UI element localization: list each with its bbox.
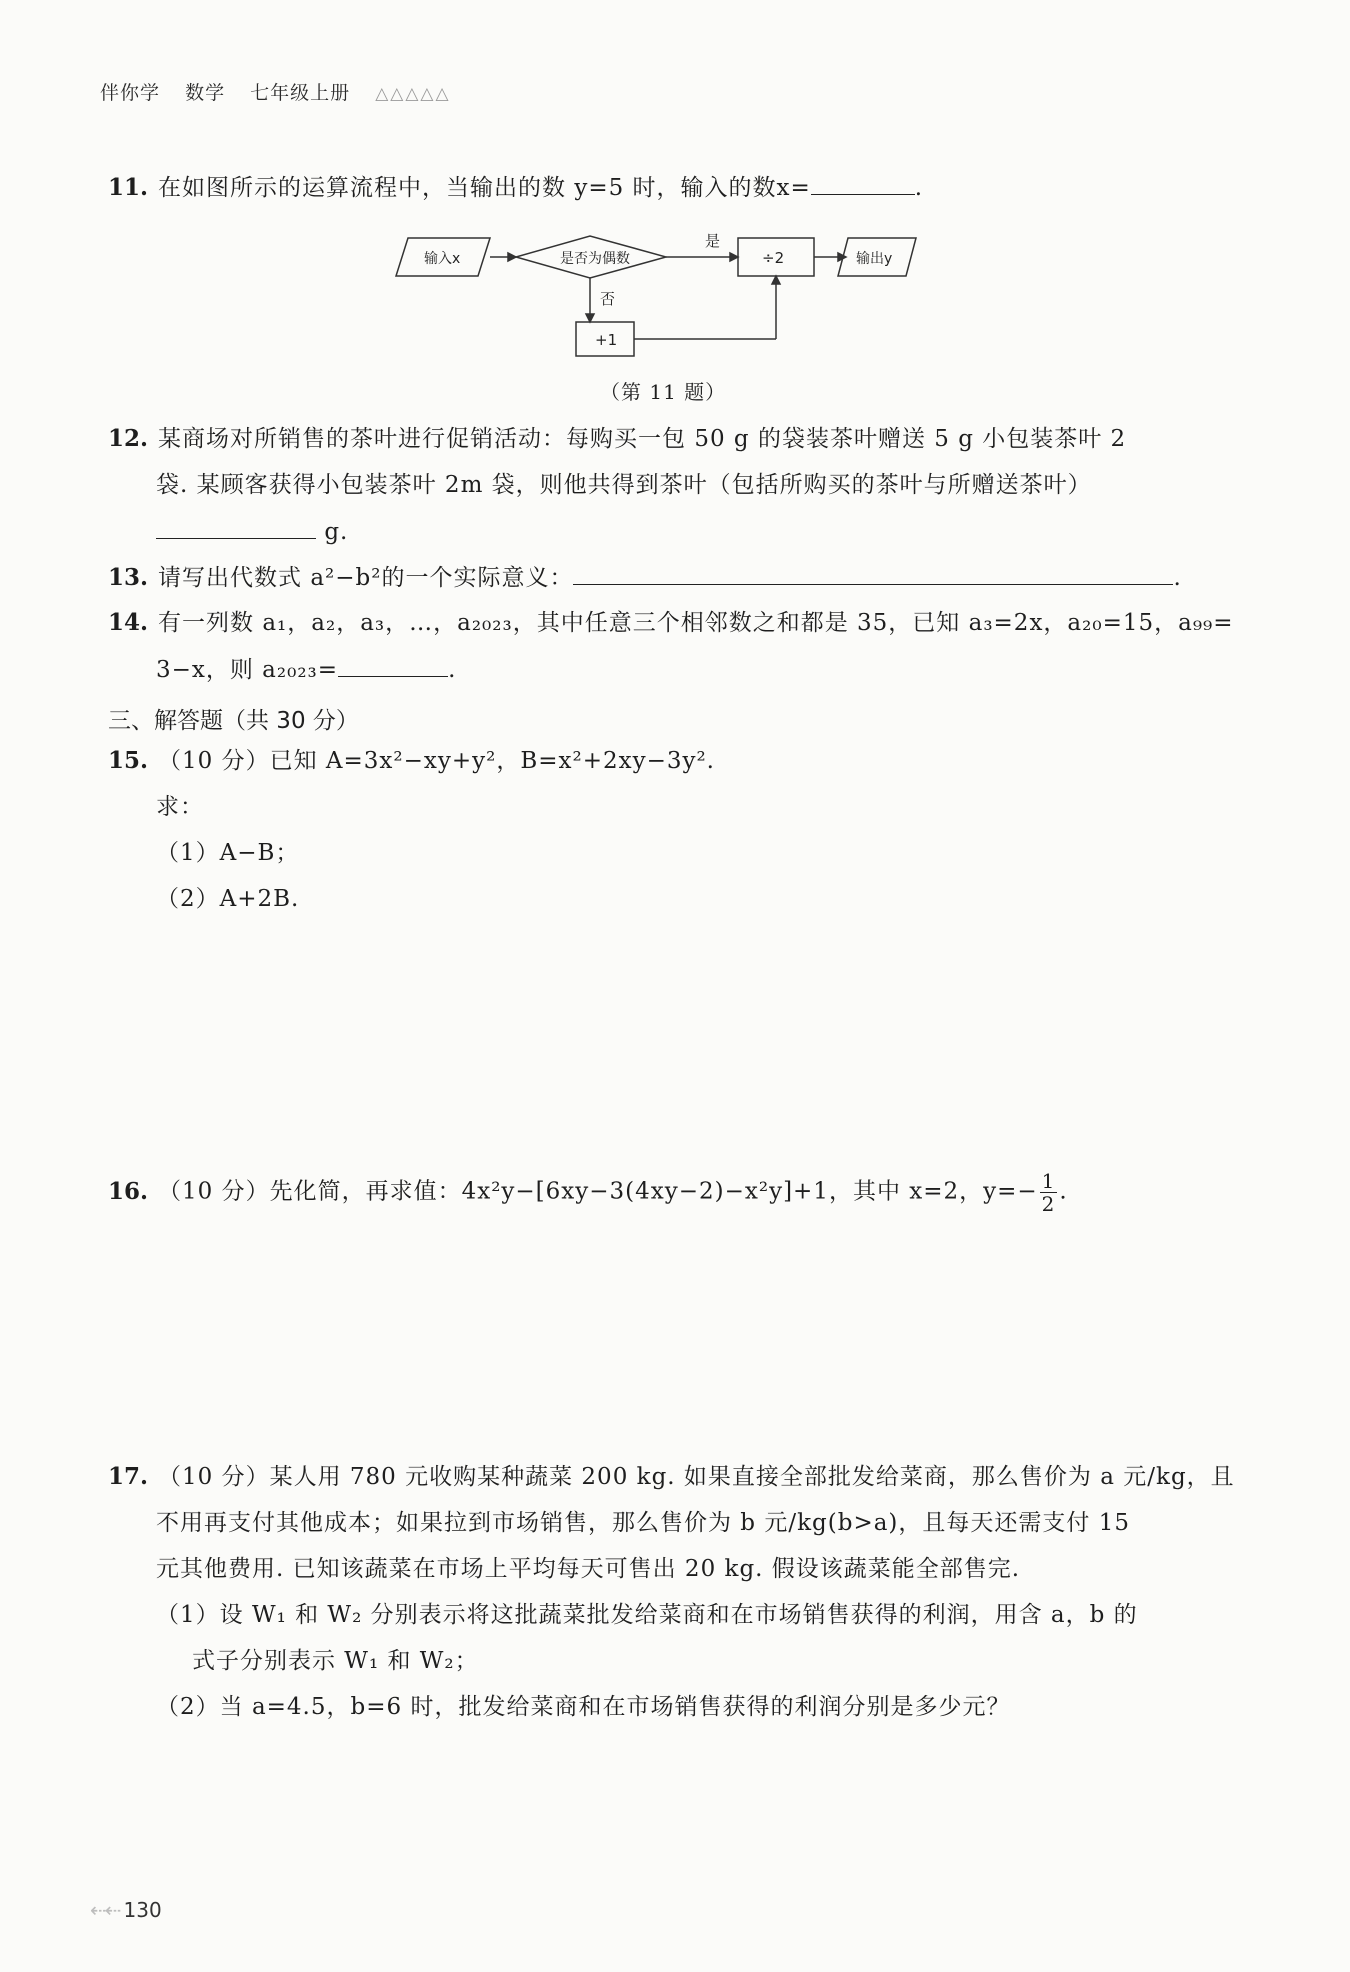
punctuation: . bbox=[914, 175, 924, 201]
question-11 bbox=[108, 172, 923, 203]
question-text: 请写出代数式 a²−b²的一个实际意义： bbox=[158, 565, 574, 591]
question-12-line3 bbox=[156, 516, 348, 547]
question-text: 在如图所示的运算流程中，当输出的数 y=5 时，输入的数x= bbox=[158, 175, 811, 201]
flow-plus-label: +1 bbox=[595, 331, 618, 349]
question-number: 13. bbox=[108, 564, 149, 591]
question-number: 14. bbox=[108, 609, 149, 636]
question-text: （10 分）先化简，再求值：4x²y−[6xy−3(4xy−2)−x²y]+1，其中 x=2，y=− bbox=[158, 1178, 1038, 1205]
question-17-part1-cont: 式子分别表示 W₁ 和 W₂； bbox=[192, 1648, 479, 1674]
unit: g. bbox=[324, 519, 349, 545]
punctuation: . bbox=[448, 657, 457, 683]
punctuation: . bbox=[1173, 565, 1182, 591]
question-text: （10 分）已知 A=3x²−xy+y²，B=x²+2xy−3y². bbox=[158, 748, 715, 774]
punctuation: . bbox=[1059, 1178, 1068, 1205]
fraction-denominator: 2 bbox=[1041, 1192, 1056, 1216]
question-14 bbox=[108, 608, 1234, 638]
grade: 七年级上册 bbox=[250, 82, 351, 104]
question-text: （10 分）某人用 780 元收购某种蔬菜 200 kg. 如果直接全部批发给菜商，那么售价为 a 元/kg，且 bbox=[158, 1464, 1235, 1490]
question-15-part1: （1）A−B； bbox=[156, 840, 300, 866]
fraction-numerator: 1 bbox=[1041, 1169, 1056, 1193]
question-12-line2: 袋. 某顾客获得小包装茶叶 2m 袋，则他共得到茶叶（包括所购买的茶叶与所赠送茶叶） bbox=[156, 472, 1092, 498]
question-15-ask: 求： bbox=[156, 794, 204, 820]
flow-yes-label: 是 bbox=[705, 232, 721, 250]
page-header bbox=[100, 78, 469, 105]
question-number: 16. bbox=[108, 1177, 149, 1205]
answer-blank[interactable] bbox=[156, 516, 316, 539]
question-14-line2 bbox=[156, 654, 456, 685]
arrow-decoration-icon: ⇠⇠ bbox=[90, 1898, 120, 1922]
flow-input-label: 输入x bbox=[424, 251, 461, 267]
flow-divide-label: ÷2 bbox=[762, 249, 785, 267]
figure-caption: （第 11 题） bbox=[600, 380, 727, 404]
question-number: 17. bbox=[108, 1463, 149, 1490]
question-number: 12. bbox=[108, 425, 149, 452]
question-text: 有一列数 a₁，a₂，a₃，…，a₂₀₂₃，其中任意三个相邻数之和都是 35，已知 a₃=2x，a₂₀=15，a₉₉= bbox=[158, 610, 1234, 636]
flowchart bbox=[390, 228, 950, 364]
subject: 数学 bbox=[185, 82, 226, 104]
page-number: 130 bbox=[123, 1898, 162, 1922]
question-text: 某商场对所销售的茶叶进行促销活动：每购买一包 50 g 的袋装茶叶赠送 5 g 小包装茶叶 2 bbox=[158, 426, 1127, 452]
answer-blank[interactable] bbox=[573, 562, 1173, 585]
question-17-line2: 不用再支付其他成本；如果拉到市场销售，那么售价为 b 元/kg(b>a)，且每天还需支付 15 bbox=[156, 1510, 1130, 1536]
section-heading: 三、解答题（共 30 分） bbox=[108, 708, 359, 734]
question-17-part2: （2）当 a=4.5，b=6 时，批发给菜商和在市场销售获得的利润分别是多少元？ bbox=[156, 1694, 1011, 1720]
question-17-line3: 元其他费用. 已知该蔬菜在市场上平均每天可售出 20 kg. 假设该蔬菜能全部售完. bbox=[156, 1556, 1021, 1582]
flow-no-label: 否 bbox=[600, 290, 616, 308]
question-number: 11. bbox=[108, 174, 149, 201]
answer-blank[interactable] bbox=[338, 654, 448, 677]
book-title: 伴你学 bbox=[100, 82, 161, 104]
question-15-part2: （2）A+2B. bbox=[156, 886, 300, 912]
flow-decision-label: 是否为偶数 bbox=[560, 251, 630, 267]
question-15 bbox=[108, 746, 715, 776]
question-number: 15. bbox=[108, 747, 149, 774]
page-footer bbox=[90, 1898, 162, 1922]
answer-blank[interactable] bbox=[811, 172, 915, 195]
difficulty-marks: △△△△△ bbox=[375, 84, 451, 104]
question-12 bbox=[108, 424, 1126, 454]
question-17 bbox=[108, 1462, 1235, 1492]
question-16 bbox=[108, 1170, 1068, 1215]
fraction bbox=[1040, 1170, 1058, 1215]
question-13 bbox=[108, 562, 1182, 593]
question-17-part1: （1）设 W₁ 和 W₂ 分别表示将这批蔬菜批发给菜商和在市场销售获得的利润，用含 a，b 的 bbox=[156, 1602, 1138, 1628]
flow-output-label: 输出y bbox=[856, 251, 893, 267]
question-text: 3−x，则 a₂₀₂₃= bbox=[156, 657, 339, 683]
